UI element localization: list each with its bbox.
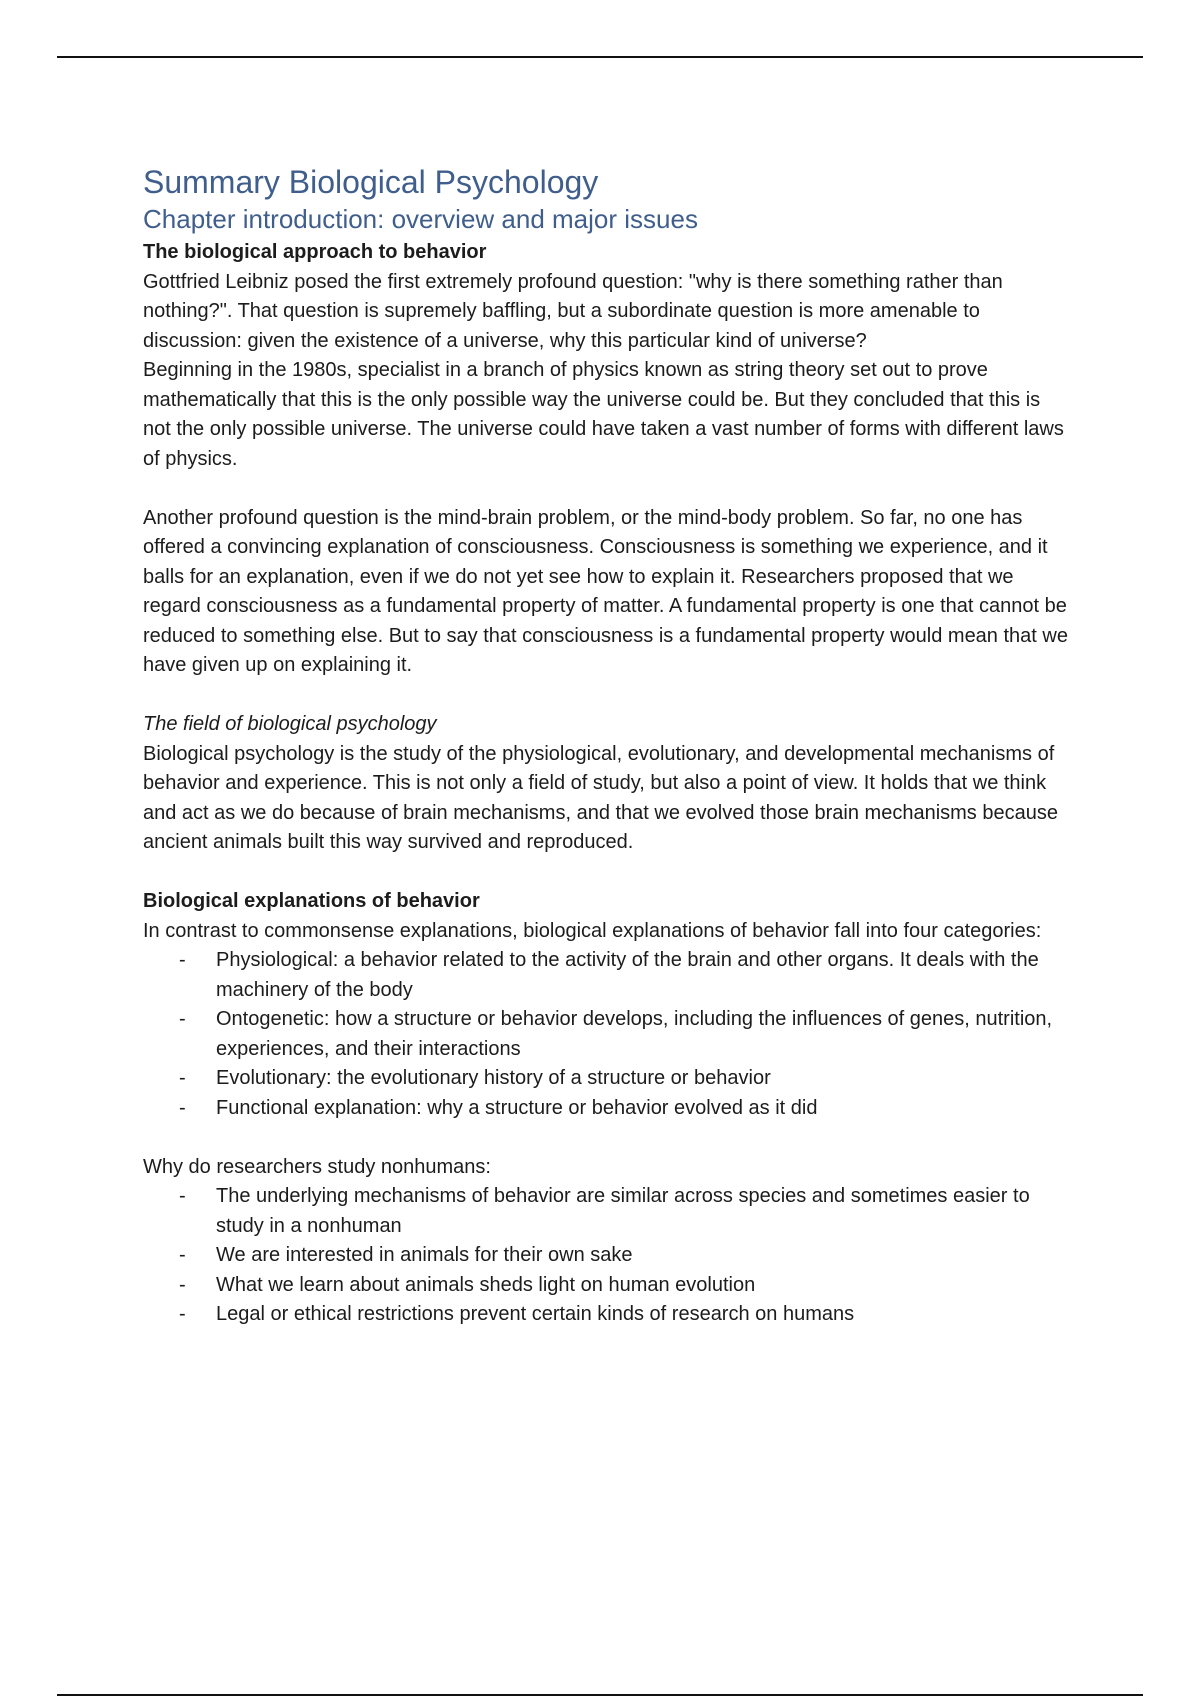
list-item-text: Physiological: a behavior related to the activity of the brain and other organs. It deals with the machinery of the body — [216, 949, 1039, 1001]
list-item — [179, 1271, 1073, 1301]
paragraph-leibniz: Gottfried Leibniz posed the first extremely profound question: "why is there something rather than nothing?". That question is supremely baffling, but a subordinate question is more amenable to discussion: given the existence of a universe, why this particular kind of universe? — [143, 270, 1003, 352]
list-item — [179, 946, 1073, 1005]
paragraph-field-definition: Biological psychology is the study of the physiological, evolutionary, and developmental mechanisms of behavior and experience. This is not only a field of study, but also a point of view. It holds that we think and act as we do because of brain mechanisms, and that we evolved those brain mechanisms because ancient animals built this way survived and reproduced. — [143, 742, 1058, 853]
bullet-dash: - — [179, 1303, 186, 1325]
bullet-dash: - — [179, 1008, 186, 1030]
top-border-line — [57, 56, 1143, 58]
document-title: Summary Biological Psychology — [143, 164, 599, 200]
section-heading-field: The field of biological psychology — [143, 713, 437, 735]
paragraph-spacer — [143, 1123, 1073, 1153]
list-item-text: Ontogenetic: how a structure or behavior develops, including the influences of genes, nutrition, experiences, and their interactions — [216, 1008, 1053, 1060]
paragraph-spacer — [143, 858, 1073, 888]
paragraph-explanations-intro: In contrast to commonsense explanations, biological explanations of behavior fall into four categories: — [143, 919, 1042, 942]
section-heading-explanations: Biological explanations of behavior — [143, 890, 480, 912]
paragraph-spacer — [143, 474, 1073, 504]
explanation-categories-list — [143, 946, 1073, 1123]
paragraph-spacer — [143, 681, 1073, 711]
bullet-dash: - — [179, 1185, 186, 1207]
list-item-text: Functional explanation: why a structure or behavior evolved as it did — [216, 1096, 818, 1119]
paragraph-string-theory: Beginning in the 1980s, specialist in a branch of physics known as string theory set out to prove mathematically that this is the only possible way the universe could be. But they concluded that this is not the only possible universe. The universe could have taken a vast number of forms with different laws of physics. — [143, 359, 1064, 470]
paragraph-nonhumans-intro: Why do researchers study nonhumans: — [143, 1155, 491, 1178]
list-item — [179, 1300, 1073, 1330]
list-item — [179, 1005, 1073, 1064]
list-item — [179, 1182, 1073, 1241]
bullet-dash: - — [179, 1244, 186, 1266]
document-page — [143, 162, 1073, 1330]
paragraph-mind-brain: Another profound question is the mind-brain problem, or the mind-body problem. So far, no one has offered a convincing explanation of consciousness. Consciousness is something we experience, and it balls for an explanation, even if we do not yet see how to explain it. Researchers proposed that we regard consciousness as a fundamental property of matter. A fundamental property is one that cannot be reduced to something else. But to say that consciousness is a fundamental property would mean that we have given up on explaining it. — [143, 506, 1068, 676]
list-item-text: What we learn about animals sheds light on human evolution — [216, 1273, 756, 1296]
bullet-dash: - — [179, 1273, 186, 1296]
bottom-border-line — [57, 1694, 1143, 1696]
list-item-text: Evolutionary: the evolutionary history of a structure or behavior — [216, 1067, 771, 1089]
list-item-text: The underlying mechanisms of behavior are similar across species and sometimes easier to study in a nonhuman — [216, 1185, 1030, 1237]
chapter-subtitle: Chapter introduction: overview and major issues — [143, 204, 698, 234]
section-heading-biological-approach: The biological approach to behavior — [143, 241, 487, 263]
list-item — [179, 1241, 1073, 1271]
list-item-text: We are interested in animals for their own sake — [216, 1244, 633, 1266]
list-item-text: Legal or ethical restrictions prevent certain kinds of research on humans — [216, 1303, 855, 1325]
list-item — [179, 1064, 1073, 1094]
bullet-dash: - — [179, 949, 186, 971]
list-item — [179, 1094, 1073, 1124]
nonhuman-reasons-list — [143, 1182, 1073, 1330]
bullet-dash: - — [179, 1096, 186, 1119]
bullet-dash: - — [179, 1067, 186, 1089]
